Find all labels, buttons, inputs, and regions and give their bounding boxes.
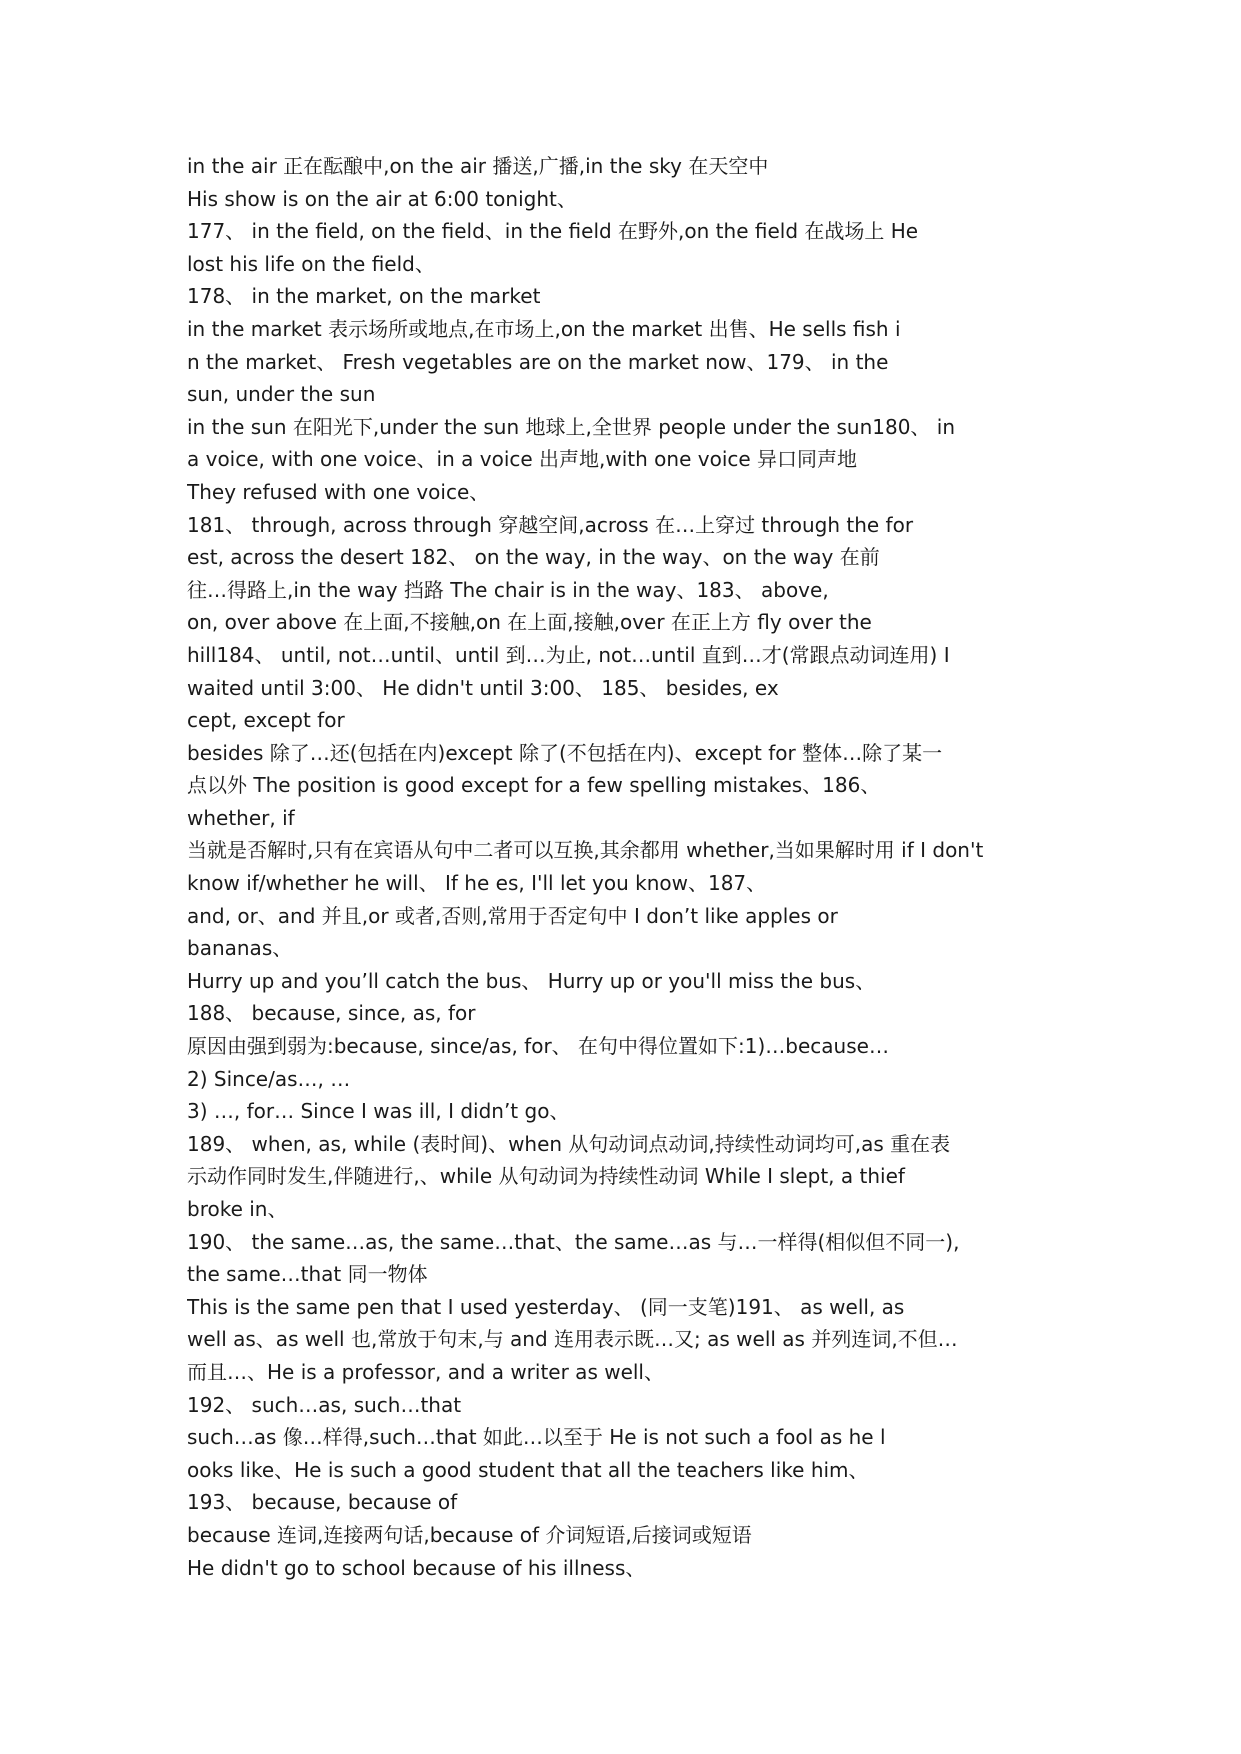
text-line: and, or、and 并且,or 或者,否则,常用于否定句中 I don’t like apples or (187, 903, 838, 928)
text-line: waited until 3:00、 He didn't until 3:00、 185、 besides, ex (187, 675, 779, 700)
text-line: 188、 because, since, as, for (187, 1001, 476, 1026)
text-line: 2) Since/as…, … (187, 1066, 351, 1091)
text-line: in the sun 在阳光下,under the sun 地球上,全世界 people under the sun180、 in (187, 414, 956, 439)
text-line: 190、 the same…as, the same…that、the same…as 与…一样得(相似但不同一), (187, 1229, 960, 1254)
text-line: such…as 像…样得,such…that 如此…以至于 He is not such a fool as he l (187, 1425, 886, 1450)
text-line: well as、as well 也,常放于句末,与 and 连用表示既…又; as well as 并列连词,不但… (187, 1327, 958, 1352)
text-line: They refused with one voice、 (187, 479, 490, 504)
text-line: on, over above 在上面,不接触,on 在上面,接触,over 在正上方 fly over the (187, 610, 872, 635)
text-line: 193、 because, because of (187, 1490, 458, 1515)
text-line: n the market、 Fresh vegetables are on the market now、179、 in the (187, 349, 889, 374)
document-body (187, 150, 1087, 1584)
text-line: This is the same pen that I used yesterday、 (同一支笔)191、 as well, as (187, 1294, 905, 1319)
text-line: a voice, with one voice、in a voice 出声地,with one voice 异口同声地 (187, 447, 858, 472)
text-line: 而且…、He is a professor, and a writer as well、 (187, 1359, 664, 1384)
text-line: est, across the desert 182、 on the way, in the way、on the way 在前 (187, 545, 880, 570)
text-line: 往…得路上,in the way 挡路 The chair is in the way、183、 above, (187, 577, 829, 602)
text-line: 原因由强到弱为:because, since/as, for、 在句中得位置如下:1)…because… (187, 1034, 889, 1059)
text-line: 189、 when, as, while (表时间)、when 从句动词点动词,持续性动词均可,as 重在表 (187, 1131, 951, 1156)
text-line: 177、 in the field, on the field、in the field 在野外,on the field 在战场上 He (187, 219, 919, 244)
text-line: broke in、 (187, 1197, 288, 1221)
text-line: Hurry up and you’ll catch the bus、 Hurry up or you'll miss the bus、 (187, 968, 876, 993)
text-line: bananas、 (187, 936, 293, 961)
text-line: in the market 表示场所或地点,在市场上,on the market 出售、He sells fish i (187, 316, 901, 341)
text-line: because 连词,连接两句话,because of 介词短语,后接词或短语 (187, 1522, 752, 1547)
text-line: whether, if (187, 805, 295, 830)
text-line: 3) …, for… Since I was ill, I didn’t go、 (187, 1099, 570, 1124)
text-line: ooks like、He is such a good student that all the teachers like him、 (187, 1457, 869, 1482)
text-line: He didn't go to school because of his illness、 (187, 1555, 646, 1580)
text-line: 181、 through, across through 穿越空间,across 在…上穿过 through the for (187, 512, 914, 537)
text-line: besides 除了…还(包括在内)except 除了(不包括在内)、except for 整体…除了某一 (187, 740, 943, 765)
text-line: 示动作同时发生,伴随进行,、while 从句动词为持续性动词 While I slept, a thief (187, 1164, 905, 1189)
text-line: sun, under the sun (187, 382, 376, 407)
text-line: 点以外 The position is good except for a few spelling mistakes、186、 (187, 773, 881, 798)
text-line: know if/whether he will、 If he es, I'll let you know、187、 (187, 871, 767, 896)
text-line: 当就是否解时,只有在宾语从句中二者可以互换,其余都用 whether,当如果解时用 if I don't (187, 838, 984, 863)
text-line: in the air 正在酝酿中,on the air 播送,广播,in the sky 在天空中 (187, 154, 769, 178)
text-line: hill184、 until, not…until、until 到…为止, not…until 直到…才(常跟点动词连用) I (187, 642, 950, 667)
text-line: lost his life on the field、 (187, 251, 435, 276)
text-line: the same…that 同一物体 (187, 1262, 428, 1287)
text-line: 192、 such…as, such…that (187, 1392, 462, 1417)
text-line: cept, except for (187, 708, 345, 733)
text-line: His show is on the air at 6:00 tonight、 (187, 186, 577, 211)
text-line: 178、 in the market, on the market (187, 284, 541, 309)
